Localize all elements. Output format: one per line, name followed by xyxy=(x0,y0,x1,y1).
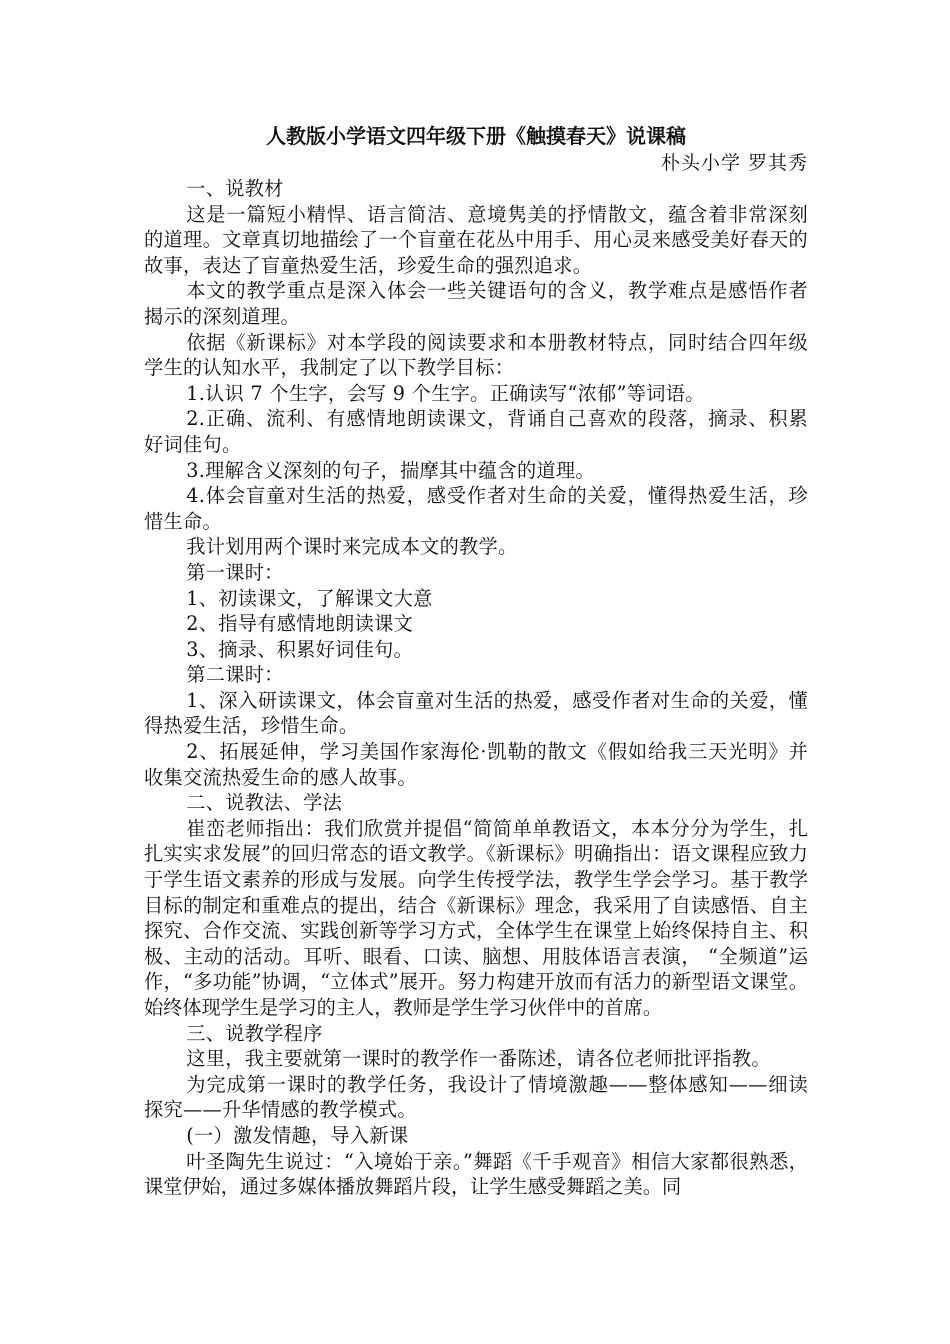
list-item: 3.理解含义深刻的句子，揣摩其中蕴含的道理。 xyxy=(186,458,595,482)
paragraph: 叶圣陶先生说过：“入境始于亲。”舞蹈《千手观音》相信大家都很熟悉，课堂伊始，通过多媒体播放舞蹈片段，让学生感受舞蹈之美。同 xyxy=(144,1149,808,1199)
document-page xyxy=(144,122,808,1200)
paragraph: 崔峦老师指出：我们欣赏并提倡“简简单单教语文，本本分分为学生，扎扎实实求发展”的回归常态的语文教学。《新课标》明确指出：语文课程应致力于学生语文素养的形成与发展。向学生传授学法，教学生学会学习。基于教学目标的制定和重难点的提出，结合《新课标》理念，我采用了自读感悟、自主探究、合作交流、实践创新等学习方式，全体学生在课堂上始终保持自主、积极、主动的活动。耳听、眼看、口读、脑想、用肢体语言表演， “全频道”运作，“多功能”协调，“立体式”展开。努力构建开放而有活力的新型语文课堂。始终体现学生是学习的主人，教师是学生学习伙伴中的首席。 xyxy=(144,816,808,1019)
list-item: 3、摘录、积累好词佳句。 xyxy=(186,637,414,661)
list-item: 2.正确、流利、有感情地朗读课文，背诵自己喜欢的段落，摘录、积累好词佳句。 xyxy=(144,407,808,456)
section-heading: 一、说教材 xyxy=(186,177,284,200)
subheading: (一）激发情趣，导入新课 xyxy=(186,1123,409,1147)
list-item: 1.认识 7 个生字，会写 9 个生字。正确读写“浓郁”等词语。 xyxy=(186,381,705,405)
paragraph: 这是一篇短小精悍、语言简洁、意境隽美的抒情散文，蕴含着非常深刻的道理。文章真切地描绘了一个盲童在花丛中用手、用心灵来感受美好春天的故事，表达了盲童热爱生活，珍爱生命的强烈追求。 xyxy=(144,202,808,277)
list-item: 1、深入研读课文，体会盲童对生活的热爱，感受作者对生命的关爱，懂得热爱生活，珍惜生命。 xyxy=(144,688,808,738)
document-title: 人教版小学语文四年级下册《触摸春天》说课稿 xyxy=(266,124,686,148)
paragraph: 我计划用两个课时来完成本文的教学。 xyxy=(186,535,518,559)
paragraph: 为完成第一课时的教学任务，我设计了情境激趣——整体感知——细读探究——升华情感的教学模式。 xyxy=(144,1072,808,1122)
list-item: 2、指导有感情地朗读课文 xyxy=(186,612,414,636)
paragraph: 本文的教学重点是深入体会一些关键语句的含义，教学难点是感悟作者揭示的深刻道理。 xyxy=(144,279,808,328)
paragraph: 依据《新课标》对本学段的阅读要求和本册教材特点，同时结合四年级学生的认知水平，我制定了以下教学目标： xyxy=(144,330,808,380)
paragraph: 这里，我主要就第一课时的教学作一番陈述，请各位老师批评指教。 xyxy=(186,1047,771,1071)
section-heading: 三、说教学程序 xyxy=(186,1021,323,1045)
list-item: 1、初读课文，了解课文大意 xyxy=(186,586,433,610)
section-heading: 二、说教法、学法 xyxy=(186,791,343,815)
subheading: 第一课时： xyxy=(186,560,284,584)
list-item: 2、拓展延伸，学习美国作家海伦·凯勒的散文《假如给我三天光明》并收集交流热爱生命的感人故事。 xyxy=(144,740,808,789)
document-author: 朴头小学 罗其秀 xyxy=(660,152,808,174)
list-item: 4.体会盲童对生活的热爱，感受作者对生命的关爱，懂得热爱生活，珍惜生命。 xyxy=(144,484,808,533)
subheading: 第二课时： xyxy=(186,663,284,687)
